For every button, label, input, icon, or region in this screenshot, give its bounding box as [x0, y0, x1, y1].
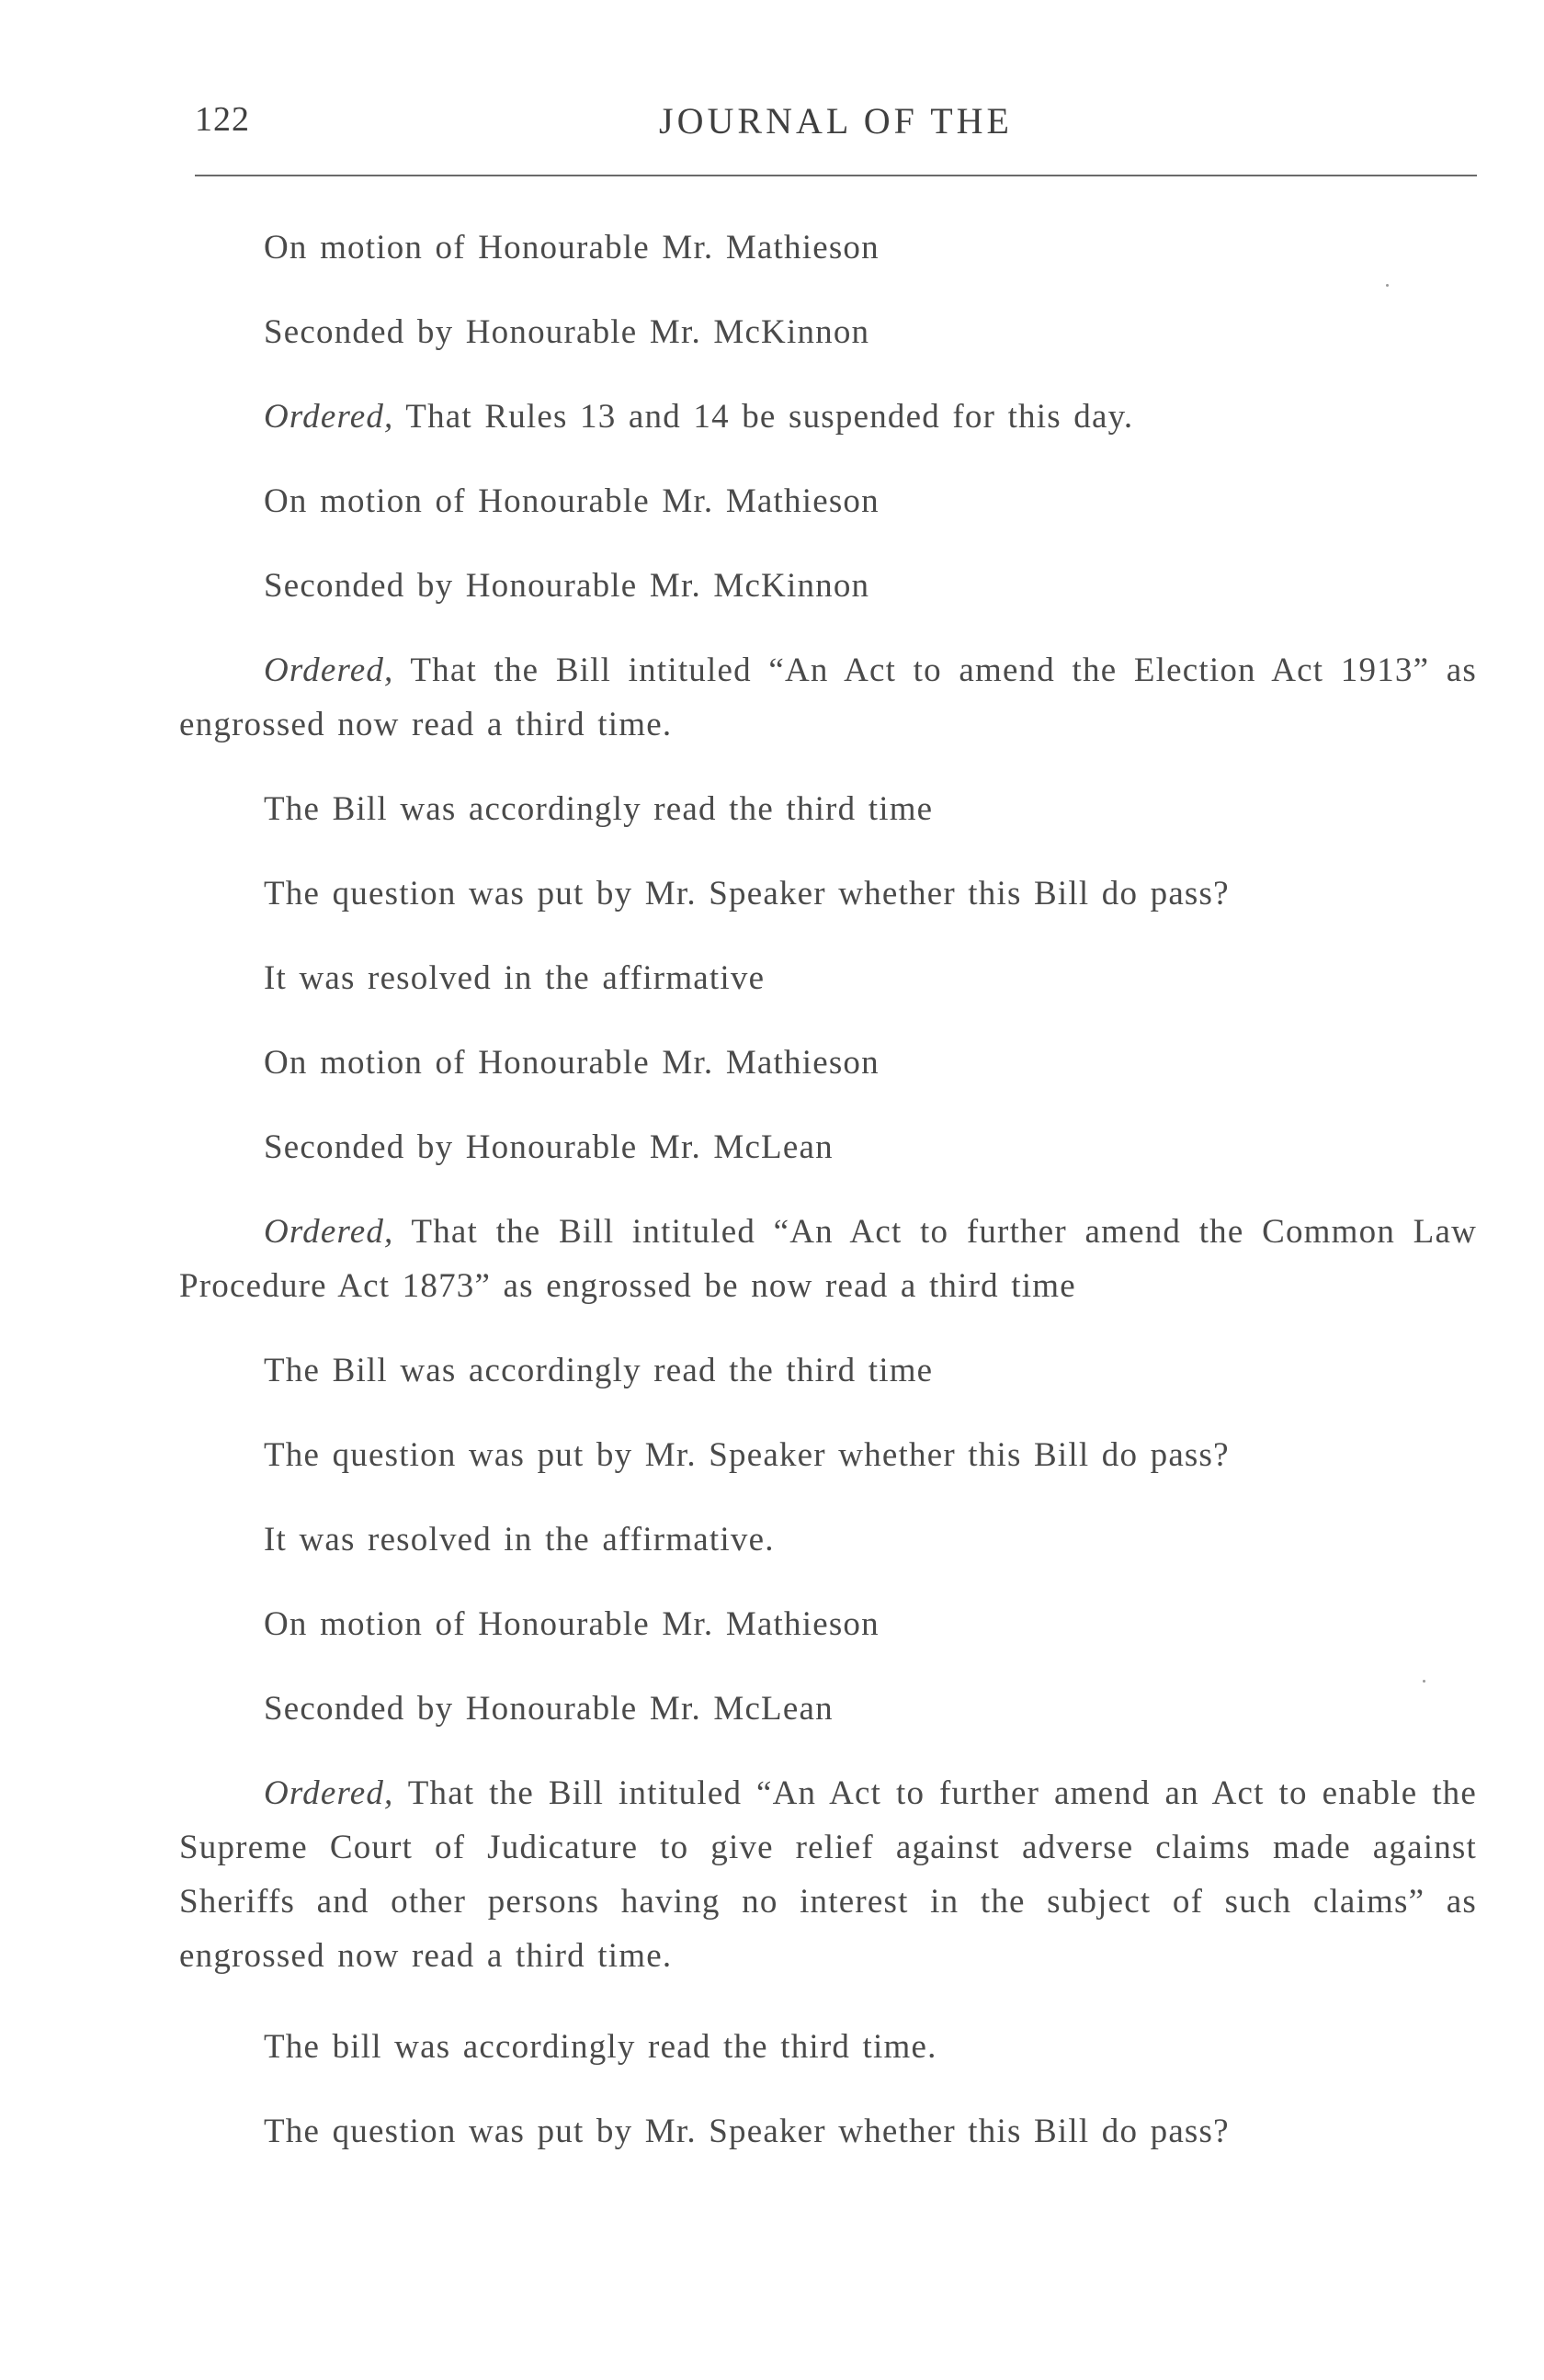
- seconded-paragraph: [179, 559, 1477, 613]
- header-rule: [195, 175, 1477, 176]
- paragraph-text: On motion of Honourable Mr. Mathieson: [264, 482, 880, 520]
- paragraph-text: The bill was accordingly read the third time.: [264, 2028, 937, 2066]
- paragraph-text: It was resolved in the affirmative: [264, 959, 766, 997]
- motion-paragraph: [179, 221, 1477, 275]
- resolution-paragraph: [179, 1513, 1477, 1567]
- paragraph-text: That Rules 13 and 14 be suspended for this day.: [405, 398, 1134, 436]
- seconded-paragraph: [179, 1682, 1477, 1736]
- paragraph-text: It was resolved in the affirmative.: [264, 1521, 775, 1558]
- ordered-label: Ordered,: [264, 1213, 394, 1251]
- reading-paragraph: [179, 782, 1477, 836]
- scan-speck: [1386, 284, 1389, 287]
- paragraph-text: The question was put by Mr. Speaker whether this Bill do pass?: [264, 875, 1230, 912]
- paragraph-text: That the Bill intituled “An Act to further amend an Act to enable the Supreme Court of Judicature to give relief against adverse claims made against Sheriffs and other persons having no interest in the subject of such claims” as engrossed now read a third time.: [179, 1774, 1477, 1975]
- paragraph-text: The question was put by Mr. Speaker whether this Bill do pass?: [264, 1436, 1230, 1474]
- seconded-paragraph: [179, 1120, 1477, 1174]
- question-paragraph: [179, 1428, 1477, 1482]
- paragraph-text: That the Bill intituled “An Act to amend the Election Act 1913” as engrossed now read a third time.: [179, 652, 1477, 743]
- paragraph-text: Seconded by Honourable Mr. McKinnon: [264, 567, 870, 605]
- paragraph-text: On motion of Honourable Mr. Mathieson: [264, 1605, 880, 1643]
- paragraph-text: On motion of Honourable Mr. Mathieson: [264, 1044, 880, 1082]
- ordered-paragraph: [179, 1205, 1477, 1313]
- ordered-label: Ordered,: [264, 398, 394, 436]
- paragraph-text: Seconded by Honourable Mr. McKinnon: [264, 313, 870, 351]
- journal-body: [179, 221, 1477, 2159]
- resolution-paragraph: [179, 951, 1477, 1005]
- question-paragraph: [179, 2104, 1477, 2159]
- paragraph-text: Seconded by Honourable Mr. McLean: [264, 1690, 834, 1728]
- scan-speck: [1423, 1680, 1425, 1683]
- paragraph-text: The Bill was accordingly read the third time: [264, 1352, 934, 1389]
- paragraph-text: That the Bill intituled “An Act to further amend the Common Law Procedure Act 1873” as engrossed be now read a third time: [179, 1213, 1477, 1305]
- page-header: [195, 99, 1477, 154]
- ordered-paragraph: [179, 390, 1477, 444]
- motion-paragraph: [179, 1036, 1477, 1090]
- paragraph-text: The Bill was accordingly read the third time: [264, 790, 934, 828]
- page-number: 122: [195, 100, 250, 139]
- ordered-label: Ordered,: [264, 1774, 394, 1812]
- motion-paragraph: [179, 1597, 1477, 1651]
- paragraph-text: Seconded by Honourable Mr. McLean: [264, 1128, 834, 1166]
- seconded-paragraph: [179, 305, 1477, 359]
- paragraph-text: The question was put by Mr. Speaker whether this Bill do pass?: [264, 2113, 1230, 2150]
- ordered-paragraph: [179, 643, 1477, 752]
- ordered-label: Ordered,: [264, 652, 394, 689]
- paragraph-text: On motion of Honourable Mr. Mathieson: [264, 229, 880, 266]
- question-paragraph: [179, 867, 1477, 921]
- reading-paragraph: [179, 2020, 1477, 2074]
- motion-paragraph: [179, 474, 1477, 528]
- running-head: JOURNAL OF THE: [659, 100, 1013, 142]
- reading-paragraph: [179, 1343, 1477, 1398]
- ordered-paragraph: [179, 1766, 1477, 1983]
